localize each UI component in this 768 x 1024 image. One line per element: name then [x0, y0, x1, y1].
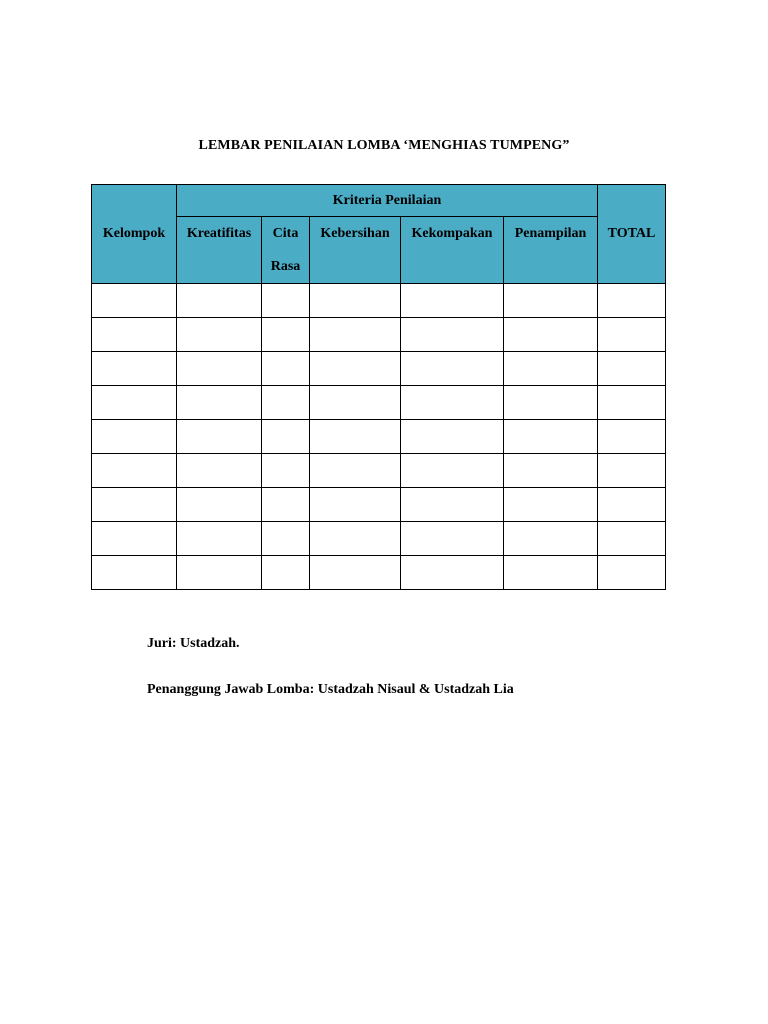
- table-cell: [177, 386, 262, 420]
- table-cell: [92, 556, 177, 590]
- table-cell: [598, 420, 666, 454]
- table-cell: [92, 454, 177, 488]
- table-cell: [177, 352, 262, 386]
- table-cell: [401, 386, 504, 420]
- table-cell: [262, 420, 310, 454]
- table-row: [92, 454, 666, 488]
- table-cell: [262, 522, 310, 556]
- table-cell: [262, 284, 310, 318]
- table-cell: [310, 488, 401, 522]
- table-cell: [177, 556, 262, 590]
- table-cell: [401, 352, 504, 386]
- table-cell: [401, 488, 504, 522]
- table-cell: [401, 318, 504, 352]
- table-cell: [504, 522, 598, 556]
- table-cell: [598, 454, 666, 488]
- judge-line: Juri: Ustadzah.: [147, 636, 240, 651]
- table-cell: [92, 488, 177, 522]
- header-criteria: Kriteria Penilaian: [177, 185, 598, 217]
- table-cell: [92, 420, 177, 454]
- table-row: [92, 352, 666, 386]
- table-row: [92, 488, 666, 522]
- table-cell: [598, 488, 666, 522]
- table-cell: [504, 352, 598, 386]
- table-cell: [92, 284, 177, 318]
- table-cell: [598, 556, 666, 590]
- table-row: [92, 284, 666, 318]
- table-cell: [92, 522, 177, 556]
- table-cell: [177, 522, 262, 556]
- table-row: [92, 420, 666, 454]
- table-cell: [177, 318, 262, 352]
- score-table-body: [92, 284, 666, 590]
- table-cell: [262, 386, 310, 420]
- header-cita-rasa: Cita Rasa: [262, 217, 310, 284]
- table-cell: [310, 318, 401, 352]
- header-total: TOTAL: [598, 185, 666, 284]
- table-cell: [401, 420, 504, 454]
- document-title: LEMBAR PENILAIAN LOMBA ‘MENGHIAS TUMPENG”: [198, 138, 570, 153]
- table-row: [92, 386, 666, 420]
- table-cell: [262, 488, 310, 522]
- responsible-line: Penanggung Jawab Lomba: Ustadzah Nisaul & Ustadzah Lia: [147, 682, 514, 697]
- table-cell: [177, 420, 262, 454]
- table-cell: [310, 352, 401, 386]
- header-kreatifitas: Kreatifitas: [177, 217, 262, 284]
- header-penampilan: Penampilan: [504, 217, 598, 284]
- table-cell: [504, 318, 598, 352]
- table-cell: [504, 454, 598, 488]
- table-cell: [598, 318, 666, 352]
- table-row: [92, 522, 666, 556]
- table-cell: [504, 556, 598, 590]
- table-cell: [504, 488, 598, 522]
- table-row: [92, 318, 666, 352]
- table-cell: [177, 454, 262, 488]
- table-cell: [401, 522, 504, 556]
- table-cell: [401, 454, 504, 488]
- table-cell: [504, 386, 598, 420]
- table-cell: [310, 454, 401, 488]
- table-cell: [177, 284, 262, 318]
- table-cell: [92, 352, 177, 386]
- table-cell: [262, 318, 310, 352]
- table-cell: [177, 488, 262, 522]
- table-cell: [401, 556, 504, 590]
- table-cell: [598, 284, 666, 318]
- table-cell: [401, 284, 504, 318]
- table-cell: [262, 556, 310, 590]
- table-cell: [92, 386, 177, 420]
- table-cell: [310, 386, 401, 420]
- table-cell: [504, 420, 598, 454]
- table-cell: [310, 420, 401, 454]
- score-table: [91, 184, 666, 590]
- table-cell: [598, 352, 666, 386]
- table-cell: [310, 556, 401, 590]
- table-cell: [262, 352, 310, 386]
- table-cell: [310, 284, 401, 318]
- table-cell: [310, 522, 401, 556]
- header-kebersihan: Kebersihan: [310, 217, 401, 284]
- table-cell: [504, 284, 598, 318]
- table-cell: [262, 454, 310, 488]
- header-kelompok: Kelompok: [92, 185, 177, 284]
- header-kekompakan: Kekompakan: [401, 217, 504, 284]
- table-row: [92, 556, 666, 590]
- table-cell: [598, 522, 666, 556]
- table-cell: [92, 318, 177, 352]
- table-cell: [598, 386, 666, 420]
